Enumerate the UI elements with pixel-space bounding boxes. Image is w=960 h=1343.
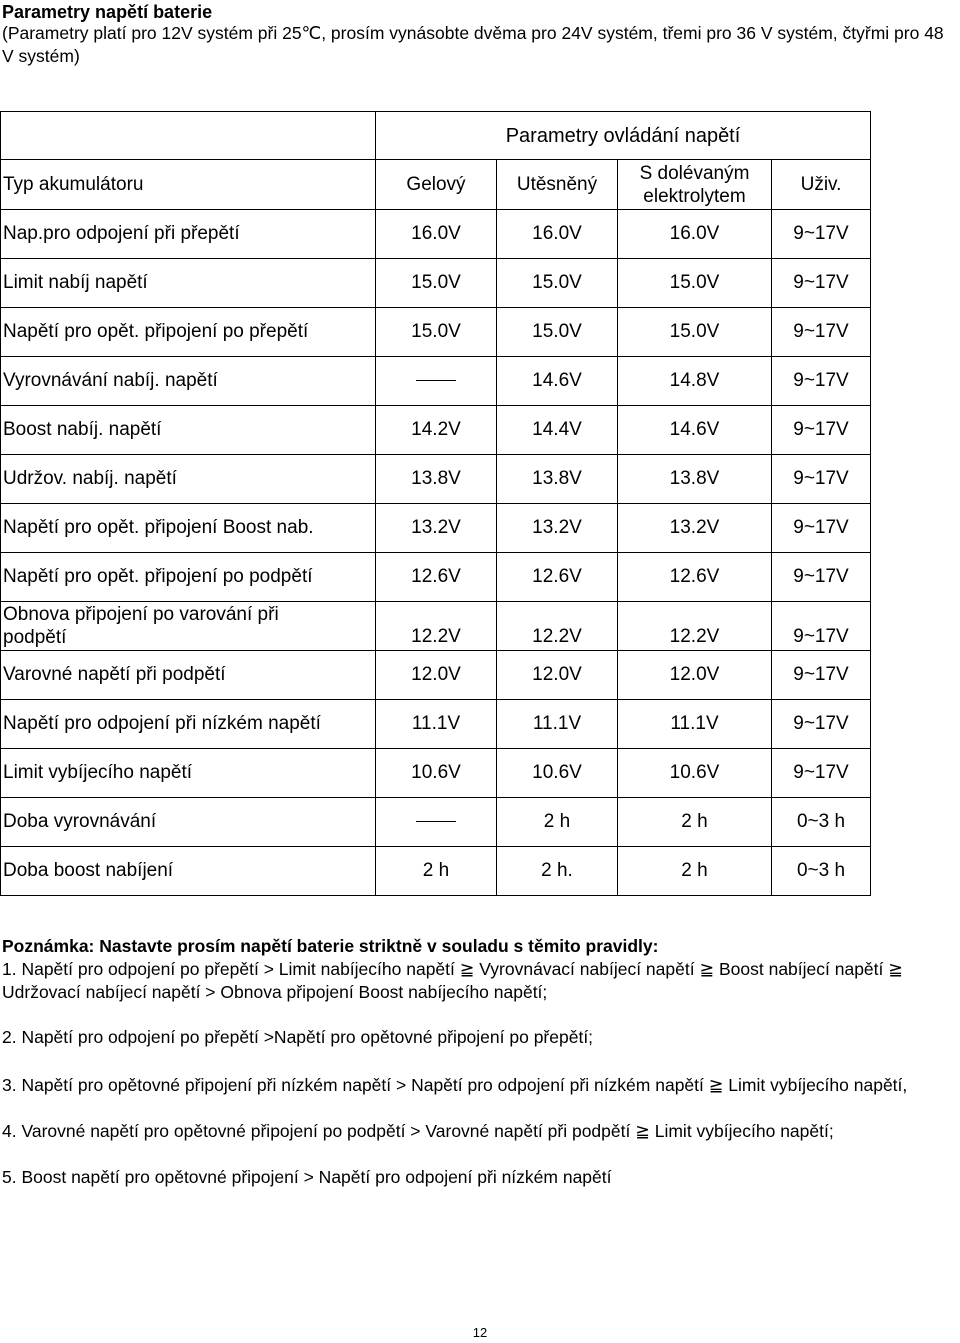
cell-flooded: 15.0V (618, 259, 772, 308)
note-item: 1. Napětí pro odpojení po přepětí > Limit nabíjecího napětí ≧ Vyrovnávací nabíjecí napětí ≧ Boost nabíjecí napětí ≧ Udržovací nabíjecí napětí > Obnova připojení Boost nabíjecího napětí; (2, 959, 903, 1002)
row-label: Limit nabíj napětí (1, 259, 376, 308)
cell-gel (376, 357, 497, 406)
notes-heading: Poznámka: Nastavte prosím napětí baterie striktně v souladu s těmito pravidly: (2, 936, 659, 956)
cell-sealed: 13.2V (497, 504, 618, 553)
note-item: 4. Varovné napětí pro opětovné připojení po podpětí > Varovné napětí při podpětí ≧ Limit vybíjecího napětí; (2, 1121, 834, 1141)
cell-flooded: 16.0V (618, 210, 772, 259)
table-header-row (1, 160, 871, 210)
cell-sealed: 12.2V (497, 602, 618, 651)
table-row (1, 357, 871, 406)
table-row (1, 504, 871, 553)
row-label: Udržov. nabíj. napětí (1, 455, 376, 504)
cell-sealed: 14.6V (497, 357, 618, 406)
cell-gel: 10.6V (376, 749, 497, 798)
cell-user: 9~17V (772, 553, 871, 602)
cell-user: 9~17V (772, 651, 871, 700)
cell-sealed: 14.4V (497, 406, 618, 455)
cell-sealed: 12.0V (497, 651, 618, 700)
row-label: Napětí pro opět. připojení po přepětí (1, 308, 376, 357)
cell-gel: 13.2V (376, 504, 497, 553)
cell-sealed: 10.6V (497, 749, 618, 798)
cell-flooded: 13.2V (618, 504, 772, 553)
cell-gel: 12.6V (376, 553, 497, 602)
cell-gel: 12.2V (376, 602, 497, 651)
cell-sealed: 15.0V (497, 308, 618, 357)
notes-section (2, 935, 958, 1189)
cell-gel: 12.0V (376, 651, 497, 700)
column-header: Typ akumulátoru (1, 160, 376, 210)
cell-sealed: 2 h. (497, 847, 618, 896)
row-label: Napětí pro opět. připojení po podpětí (1, 553, 376, 602)
row-label: Nap.pro odpojení při přepětí (1, 210, 376, 259)
cell-flooded: 11.1V (618, 700, 772, 749)
cell-sealed: 12.6V (497, 553, 618, 602)
row-label: Limit vybíjecího napětí (1, 749, 376, 798)
cell-user: 9~17V (772, 602, 871, 651)
column-header: Uživ. (772, 160, 871, 210)
cell-sealed: 2 h (497, 798, 618, 847)
row-label: Obnova připojení po varování při podpětí (1, 602, 376, 651)
row-label: Doba boost nabíjení (1, 847, 376, 896)
page-subtitle: (Parametry platí pro 12V systém při 25℃, prosím vynásobte dvěma pro 24V systém, třemi pro 36 V systém, čtyřmi pro 48 V systém) (2, 23, 944, 66)
cell-sealed: 11.1V (497, 700, 618, 749)
table-row (1, 308, 871, 357)
note-item: 3. Napětí pro opětovné připojení při nízkém napětí > Napětí pro odpojení při nízkém napětí ≧ Limit vybíjecího napětí, (2, 1075, 908, 1095)
cell-flooded: 2 h (618, 847, 772, 896)
column-header: Gelový (376, 160, 497, 210)
cell-user: 9~17V (772, 259, 871, 308)
row-label: Napětí pro odpojení při nízkém napětí (1, 700, 376, 749)
cell-gel: 15.0V (376, 308, 497, 357)
cell-sealed: 16.0V (497, 210, 618, 259)
cell-flooded: 12.6V (618, 553, 772, 602)
cell-user: 9~17V (772, 308, 871, 357)
row-label: Vyrovnávání nabíj. napětí (1, 357, 376, 406)
cell-user: 9~17V (772, 504, 871, 553)
cell-gel (376, 798, 497, 847)
table-row (1, 210, 871, 259)
cell-flooded: 13.8V (618, 455, 772, 504)
cell-gel: 14.2V (376, 406, 497, 455)
dash-mark (416, 821, 456, 822)
cell-flooded: 12.0V (618, 651, 772, 700)
cell-flooded: 10.6V (618, 749, 772, 798)
voltage-parameters-table (0, 111, 871, 896)
cell-gel: 15.0V (376, 259, 497, 308)
dash-mark (416, 380, 456, 381)
table-corner-cell (1, 112, 376, 160)
cell-flooded: 14.6V (618, 406, 772, 455)
table-row (1, 749, 871, 798)
row-label: Varovné napětí při podpětí (1, 651, 376, 700)
cell-user: 9~17V (772, 455, 871, 504)
cell-sealed: 13.8V (497, 455, 618, 504)
note-item: 2. Napětí pro odpojení po přepětí >Napětí pro opětovné připojení po přepětí; (2, 1027, 594, 1047)
table-row (1, 602, 871, 651)
table-row (1, 847, 871, 896)
column-header: Utěsněný (497, 160, 618, 210)
table-row (1, 553, 871, 602)
cell-user: 9~17V (772, 210, 871, 259)
row-label: Boost nabíj. napětí (1, 406, 376, 455)
cell-user: 9~17V (772, 700, 871, 749)
table-row (1, 798, 871, 847)
column-header: S dolévaným elektrolytem (618, 160, 772, 210)
cell-gel: 2 h (376, 847, 497, 896)
cell-user: 9~17V (772, 406, 871, 455)
cell-user: 9~17V (772, 749, 871, 798)
table-row (1, 259, 871, 308)
table-row (1, 406, 871, 455)
cell-user: 0~3 h (772, 847, 871, 896)
table-row (1, 455, 871, 504)
page-title: Parametry napětí baterie (2, 2, 213, 22)
cell-flooded: 14.8V (618, 357, 772, 406)
cell-gel: 11.1V (376, 700, 497, 749)
row-label: Doba vyrovnávání (1, 798, 376, 847)
cell-user: 0~3 h (772, 798, 871, 847)
table-row (1, 700, 871, 749)
cell-user: 9~17V (772, 357, 871, 406)
cell-flooded: 12.2V (618, 602, 772, 651)
table-caption: Parametry ovládání napětí (376, 112, 871, 160)
cell-gel: 13.8V (376, 455, 497, 504)
page-number: 12 (472, 1325, 488, 1340)
cell-gel: 16.0V (376, 210, 497, 259)
cell-sealed: 15.0V (497, 259, 618, 308)
table-row (1, 651, 871, 700)
row-label: Napětí pro opět. připojení Boost nab. (1, 504, 376, 553)
cell-flooded: 15.0V (618, 308, 772, 357)
cell-flooded: 2 h (618, 798, 772, 847)
note-item: 5. Boost napětí pro opětovné připojení > Napětí pro odpojení při nízkém napětí (2, 1167, 612, 1187)
